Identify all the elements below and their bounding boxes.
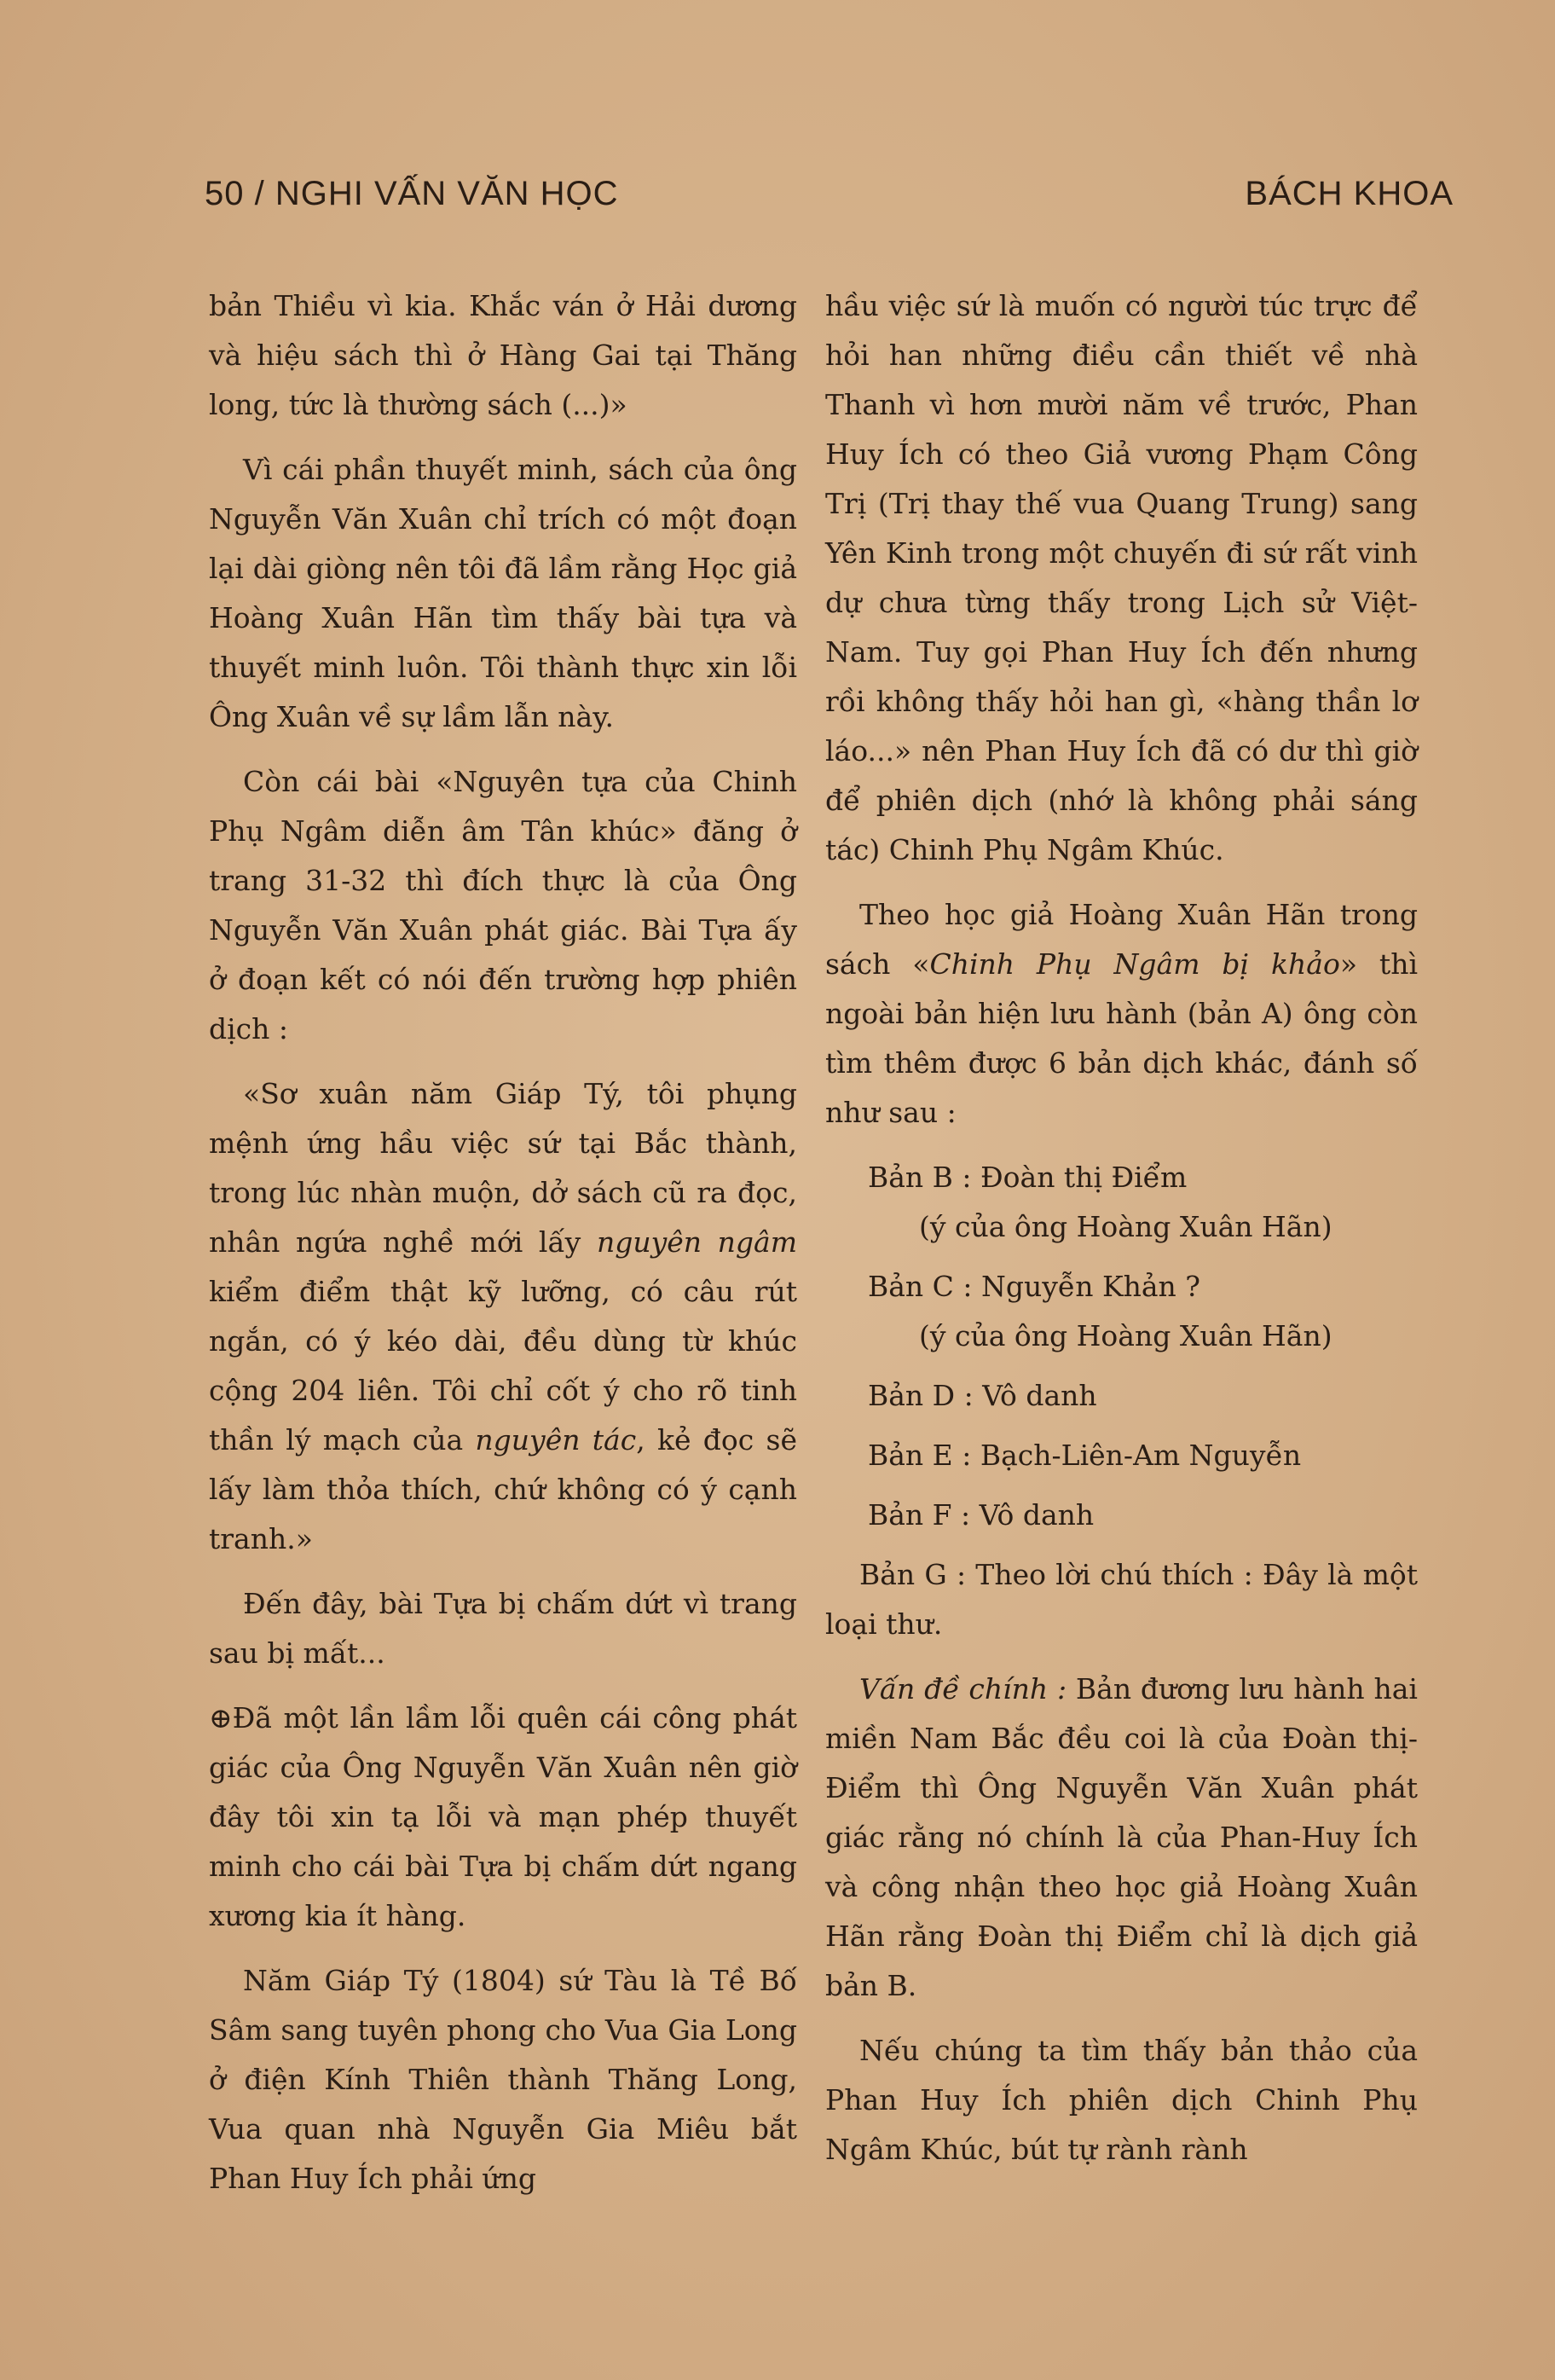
- paragraph: Còn cái bài «Nguyên tựa của Chinh Phụ Ngâm diễn âm Tân khúc» đăng ở trang 31-32 thì đích thực là của Ông Nguyễn Văn Xuân phát giác. Bài Tựa ấy ở đoạn kết có nói đến trường hợp phiên dịch :: [209, 765, 797, 1045]
- header-magazine-name: BÁCH KHOA: [1245, 175, 1454, 212]
- paragraph: Nếu chúng ta tìm thấy bản thảo của Phan Huy Ích phiên dịch Chinh Phụ Ngâm Khúc, bút tự rành rành: [825, 2034, 1418, 2166]
- quote-text: , kẻ đọc sẽ lấy làm thỏa thích, chứ không có ý cạnh tranh.»: [209, 1423, 797, 1555]
- edition-item: Bản F : Vô danh: [868, 1498, 1095, 1532]
- paragraph: hầu việc sứ là muốn có người túc trực để hỏi han những điều cần thiết về nhà Thanh vì hơn mười năm về trước, Phan Huy Ích có theo Giả vương Phạm Công Trị (Trị thay thế vua Quang Trung) sang Yên Kinh trong một chuyến đi sứ rất vinh dự chưa từng thấy trong Lịch sử Việt-Nam. Tuy gọi Phan Huy Ích đến nhưng rồi không thấy hỏi han gì, «hàng thần lơ láo...» nên Phan Huy Ích đã có dư thì giờ để phiên dịch (nhớ là không phải sáng tác) Chinh Phụ Ngâm Khúc.: [825, 289, 1418, 866]
- edition-note: (ý của ông Hoàng Xuân Hãn): [919, 1319, 1332, 1352]
- paragraph-text: » thì ngoài bản hiện lưu hành (bản A) ông còn tìm thêm được 6 bản dịch khác, đánh số như sau :: [825, 947, 1419, 1129]
- quote-text: «Sơ xuân năm Giáp Tý, tôi phụng mệnh ứng hầu việc sứ tại Bắc thành, trong lúc nhàn muộn, dở sách cũ ra đọc, nhân ngứa nghề mới lấy: [209, 1077, 797, 1259]
- quote-emphasis: nguyên ngâm: [596, 1225, 797, 1259]
- right-column: [825, 281, 1418, 2190]
- quote-emphasis: nguyên tác: [475, 1423, 637, 1456]
- quote-text: kiểm điểm thật kỹ lưỡng, có câu rút ngắn, có ý kéo dài, đều dùng từ khúc cộng 204 liên. Tôi chỉ cốt ý cho rõ tinh thần lý mạch của: [209, 1275, 797, 1456]
- paragraph-text: Theo học giả Hoàng Xuân Hãn trong sách «: [825, 898, 1418, 981]
- edition-item: Bản B : Đoàn thị Điểm: [868, 1161, 1188, 1194]
- paragraph-text: Bản đương lưu hành hai miền Nam Bắc đều coi là của Đoàn thị-Điểm thì Ông Nguyễn Văn Xuân phát giác rằng nó chính là của Phan-Huy Ích và công nhận theo học giả Hoàng Xuân Hãn rằng Đoàn thị Điểm chỉ là dịch giả bản B.: [825, 1672, 1418, 2002]
- edition-note: (ý của ông Hoàng Xuân Hãn): [919, 1210, 1332, 1243]
- paragraph: Vì cái phần thuyết minh, sách của ông Nguyễn Văn Xuân chỉ trích có một đoạn lại dài giòng nên tôi đã lầm rằng Học giả Hoàng Xuân Hãn tìm thấy bài tựa và thuyết minh luôn. Tôi thành thực xin lỗi Ông Xuân về sự lầm lẫn này.: [209, 453, 797, 733]
- edition-item: Bản D : Vô danh: [868, 1379, 1097, 1412]
- page-header: [205, 175, 1454, 226]
- edition-item: Bản E : Bạch-Liên-Am Nguyễn: [868, 1439, 1302, 1472]
- paragraph: bản Thiều vì kia. Khắc ván ở Hải dương và hiệu sách thì ở Hàng Gai tại Thăng long, tức là thường sách (...)»: [209, 289, 797, 421]
- paragraph: ⊕Đã một lần lầm lỗi quên cái công phát giác của Ông Nguyễn Văn Xuân nên giờ đây tôi xin tạ lỗi và mạn phép thuyết minh cho cái bài Tựa bị chấm dứt ngang xương kia ít hàng.: [209, 1701, 797, 1932]
- section-heading: Vấn đề chính :: [859, 1672, 1067, 1705]
- book-title: Chinh Phụ Ngâm bị khảo: [929, 947, 1340, 981]
- paragraph: Đến đây, bài Tựa bị chấm dứt vì trang sau bị mất...: [209, 1587, 797, 1670]
- edition-item: Bản C : Nguyễn Khản ?: [868, 1270, 1200, 1303]
- quote-paragraph: [209, 1069, 797, 1564]
- header-page-title: 50 / NGHI VẤN VĂN HỌC: [205, 175, 619, 212]
- paragraph: [825, 1665, 1418, 2011]
- paragraph: [825, 890, 1418, 1138]
- left-column: [209, 281, 797, 2219]
- paragraph: Bản G : Theo lời chú thích : Đây là một loại thư.: [825, 1558, 1418, 1641]
- paragraph: Năm Giáp Tý (1804) sứ Tàu là Tề Bố Sâm sang tuyên phong cho Vua Gia Long ở điện Kính Thiên thành Thăng Long, Vua quan nhà Nguyễn Gia Miêu bắt Phan Huy Ích phải ứng: [209, 1964, 797, 2195]
